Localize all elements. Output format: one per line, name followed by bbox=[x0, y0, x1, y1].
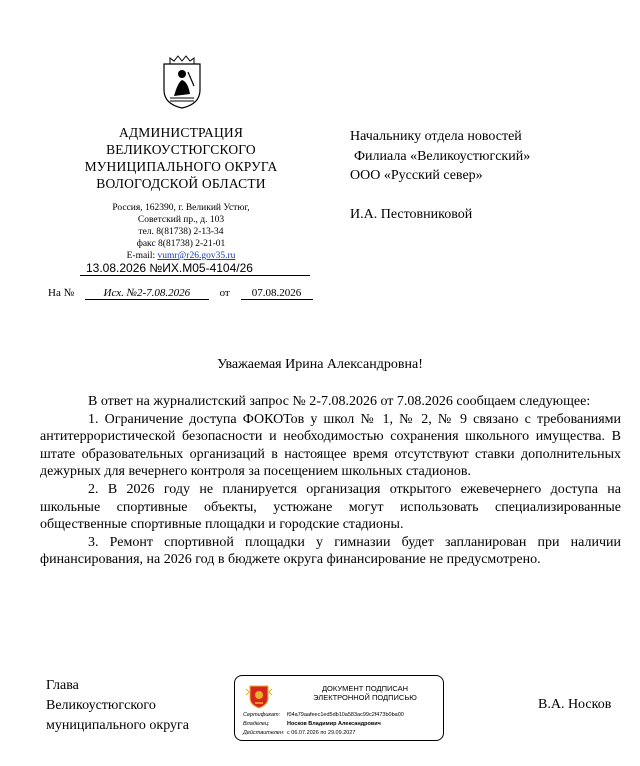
position-line: муниципального округа bbox=[46, 718, 189, 733]
ref-date: 07.08.2026 bbox=[241, 287, 313, 300]
body-paragraph: 3. Ремонт спортивной площадки у гимназии будет запланирован при наличии финансирования, на 2026 год в бюджете округа финансирование не предусмотрено. bbox=[40, 534, 621, 568]
ref-prefix: На № bbox=[48, 287, 75, 299]
position-line: Глава bbox=[46, 678, 79, 693]
regional-coat-of-arms-icon bbox=[245, 683, 273, 709]
stamp-certificate-row bbox=[243, 712, 404, 718]
org-line: МУНИЦИПАЛЬНОГО ОКРУГА bbox=[84, 159, 278, 174]
address-line: тел. 8(81738) 2-13-34 bbox=[138, 227, 224, 237]
stamp-validity-row bbox=[243, 730, 355, 736]
stamp-title-line: ДОКУМЕНТ ПОДПИСАН bbox=[321, 684, 409, 693]
org-line: ВОЛОГОДСКОЙ ОБЛАСТИ bbox=[96, 176, 266, 191]
body-paragraph: В ответ на журналистский запрос № 2-7.08.2026 от 7.08.2026 сообщаем следующее: bbox=[88, 394, 591, 409]
owner-label: Владелец: bbox=[243, 721, 270, 727]
address-line: факс 8(81738) 2-21-01 bbox=[136, 239, 226, 249]
letter-body bbox=[40, 393, 621, 569]
org-line: ВЕЛИКОУСТЮГСКОГО bbox=[106, 142, 256, 157]
outgoing-number: 13.08.2026 №ИХ.М05-4104/26 bbox=[86, 261, 253, 275]
address-line: Советский пр., д. 103 bbox=[137, 215, 225, 225]
validity-value: с 06.07.2026 по 29.09.2027 bbox=[287, 730, 356, 736]
certificate-value: f04a79aafeec1ed5db10a583ac99c2f473b0ba00 bbox=[287, 712, 404, 718]
stamp-title bbox=[295, 684, 435, 702]
organization-name bbox=[40, 124, 322, 192]
recipient-block bbox=[350, 127, 530, 224]
recipient-line: Филиала «Великоустюгский» bbox=[354, 148, 531, 164]
recipient-line: ООО «Русский север» bbox=[350, 168, 483, 183]
address-line: Россия, 162390, г. Великий Устюг, bbox=[112, 203, 250, 213]
outgoing-number-underline bbox=[80, 275, 310, 276]
certificate-label: Сертификат: bbox=[243, 712, 281, 718]
body-paragraph: 2. В 2026 году не планируется организация открытого ежевечернего доступа на школьные спортивные объекты, устюжане могут использовать специализированные общественные спортивные площадки и городские стадионы. bbox=[40, 481, 621, 533]
owner-value: Носков Владимир Александрович bbox=[287, 721, 381, 727]
ref-date-prefix: от bbox=[219, 287, 230, 299]
stamp-owner-row bbox=[243, 721, 381, 727]
organization-address bbox=[40, 202, 322, 262]
email-link[interactable]: vumr@r26.gov35.ru bbox=[157, 251, 236, 261]
greeting: Уважаемая Ирина Александровна! bbox=[217, 357, 423, 372]
signatory-position bbox=[46, 676, 189, 736]
ref-number: Исх. №2-7.08.2026 bbox=[85, 287, 209, 300]
body-paragraph: 1. Ограничение доступа ФОКОТов у школ № 1, № 2, № 9 связано с требованиями антитеррористической безопасности и необходимостью сохранения школьного имущества. В штате образовательных организаций в настоящее время отсутствуют ставки дополнительных дежурных для вечернего контроля за посещением школьных стадионов. bbox=[40, 411, 621, 480]
email-label: E-mail: bbox=[126, 251, 158, 261]
org-line: АДМИНИСТРАЦИЯ bbox=[118, 125, 244, 140]
signatory-name: В.А. Носков bbox=[538, 697, 612, 712]
recipient-line: Начальнику отдела новостей bbox=[350, 129, 522, 144]
validity-label: Действителен: bbox=[243, 730, 285, 736]
recipient-name: И.А. Пестовниковой bbox=[350, 206, 473, 222]
coat-of-arms-emblem bbox=[160, 52, 204, 110]
electronic-signature-stamp bbox=[234, 675, 444, 741]
position-line: Великоустюгского bbox=[46, 698, 156, 713]
reference-row bbox=[48, 287, 313, 300]
stamp-title-line: ЭЛЕКТРОННОЙ ПОДПИСЬЮ bbox=[313, 693, 417, 702]
